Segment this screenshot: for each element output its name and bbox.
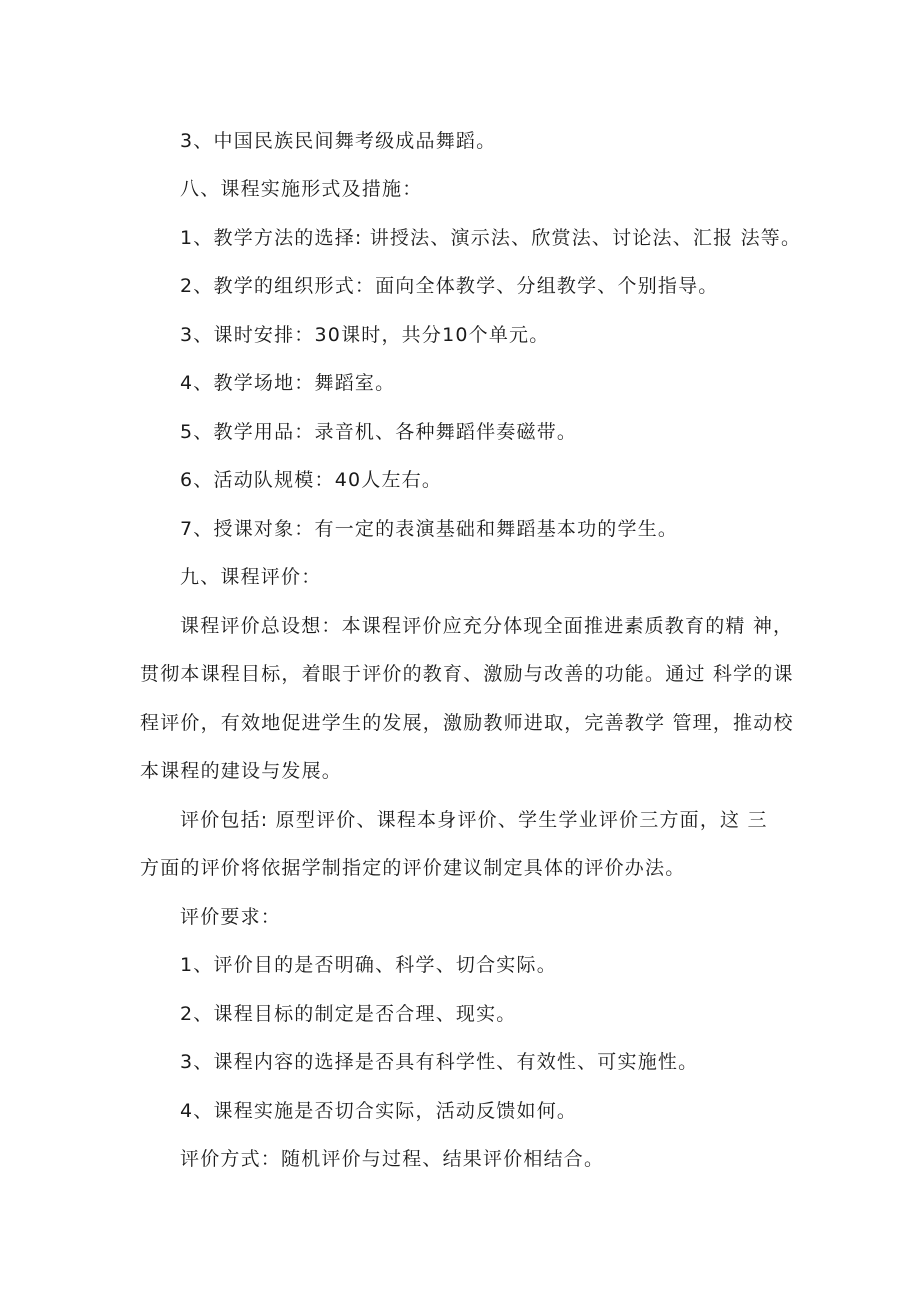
paragraph-line: 贯彻本课程目标，着眼于评价的教育、激励与改善的功能。通过 科学的课 — [140, 663, 794, 685]
text-line: 6、活动队规模：40人左右。 — [180, 469, 443, 491]
paragraph-line: 方面的评价将依据学制指定的评价建议制定具体的评价办法。 — [140, 857, 686, 879]
text-line: 评价方式：随机评价与过程、结果评价相结合。 — [180, 1148, 605, 1170]
section-heading: 八、课程实施形式及措施： — [180, 178, 423, 200]
text-line: 7、授课对象：有一定的表演基础和舞蹈基本功的学生。 — [180, 518, 679, 540]
text-line: 2、课程目标的制定是否合理、现实。 — [180, 1003, 517, 1025]
text-line: 5、教学用品：录音机、各种舞蹈伴奏磁带。 — [180, 421, 578, 443]
text-line: 3、课程内容的选择是否具有科学性、有效性、可实施性。 — [180, 1051, 699, 1073]
text-line: 4、教学场地：舞蹈室。 — [180, 372, 396, 394]
paragraph-line: 评价包括: 原型评价、课程本身评价、学生学业评价三方面，这 三 — [180, 809, 768, 831]
text-line: 1、评价目的是否明确、科学、切合实际。 — [180, 954, 557, 976]
paragraph-line: 本课程的建设与发展。 — [140, 760, 343, 782]
text-line: 2、教学的组织形式：面向全体教学、分组教学、个别指导。 — [180, 275, 719, 297]
text-line: 4、课程实施是否切合实际，活动反馈如何。 — [180, 1100, 578, 1122]
text-line: 1、教学方法的选择: 讲授法、演示法、欣赏法、讨论法、汇报 法等。 — [180, 227, 802, 249]
text-line: 3、中国民族民间舞考级成品舞蹈。 — [180, 130, 497, 152]
paragraph-line: 程评价，有效地促进学生的发展，激励教师进取，完善教学 管理，推动校 — [140, 712, 794, 734]
paragraph-line: 课程评价总设想：本课程评价应充分体现全面推进素质教育的精 神， — [180, 615, 794, 637]
subheading: 评价要求： — [180, 906, 282, 928]
section-heading: 九、课程评价： — [180, 566, 322, 588]
text-line: 3、课时安排：30课时，共分10个单元。 — [180, 324, 550, 346]
